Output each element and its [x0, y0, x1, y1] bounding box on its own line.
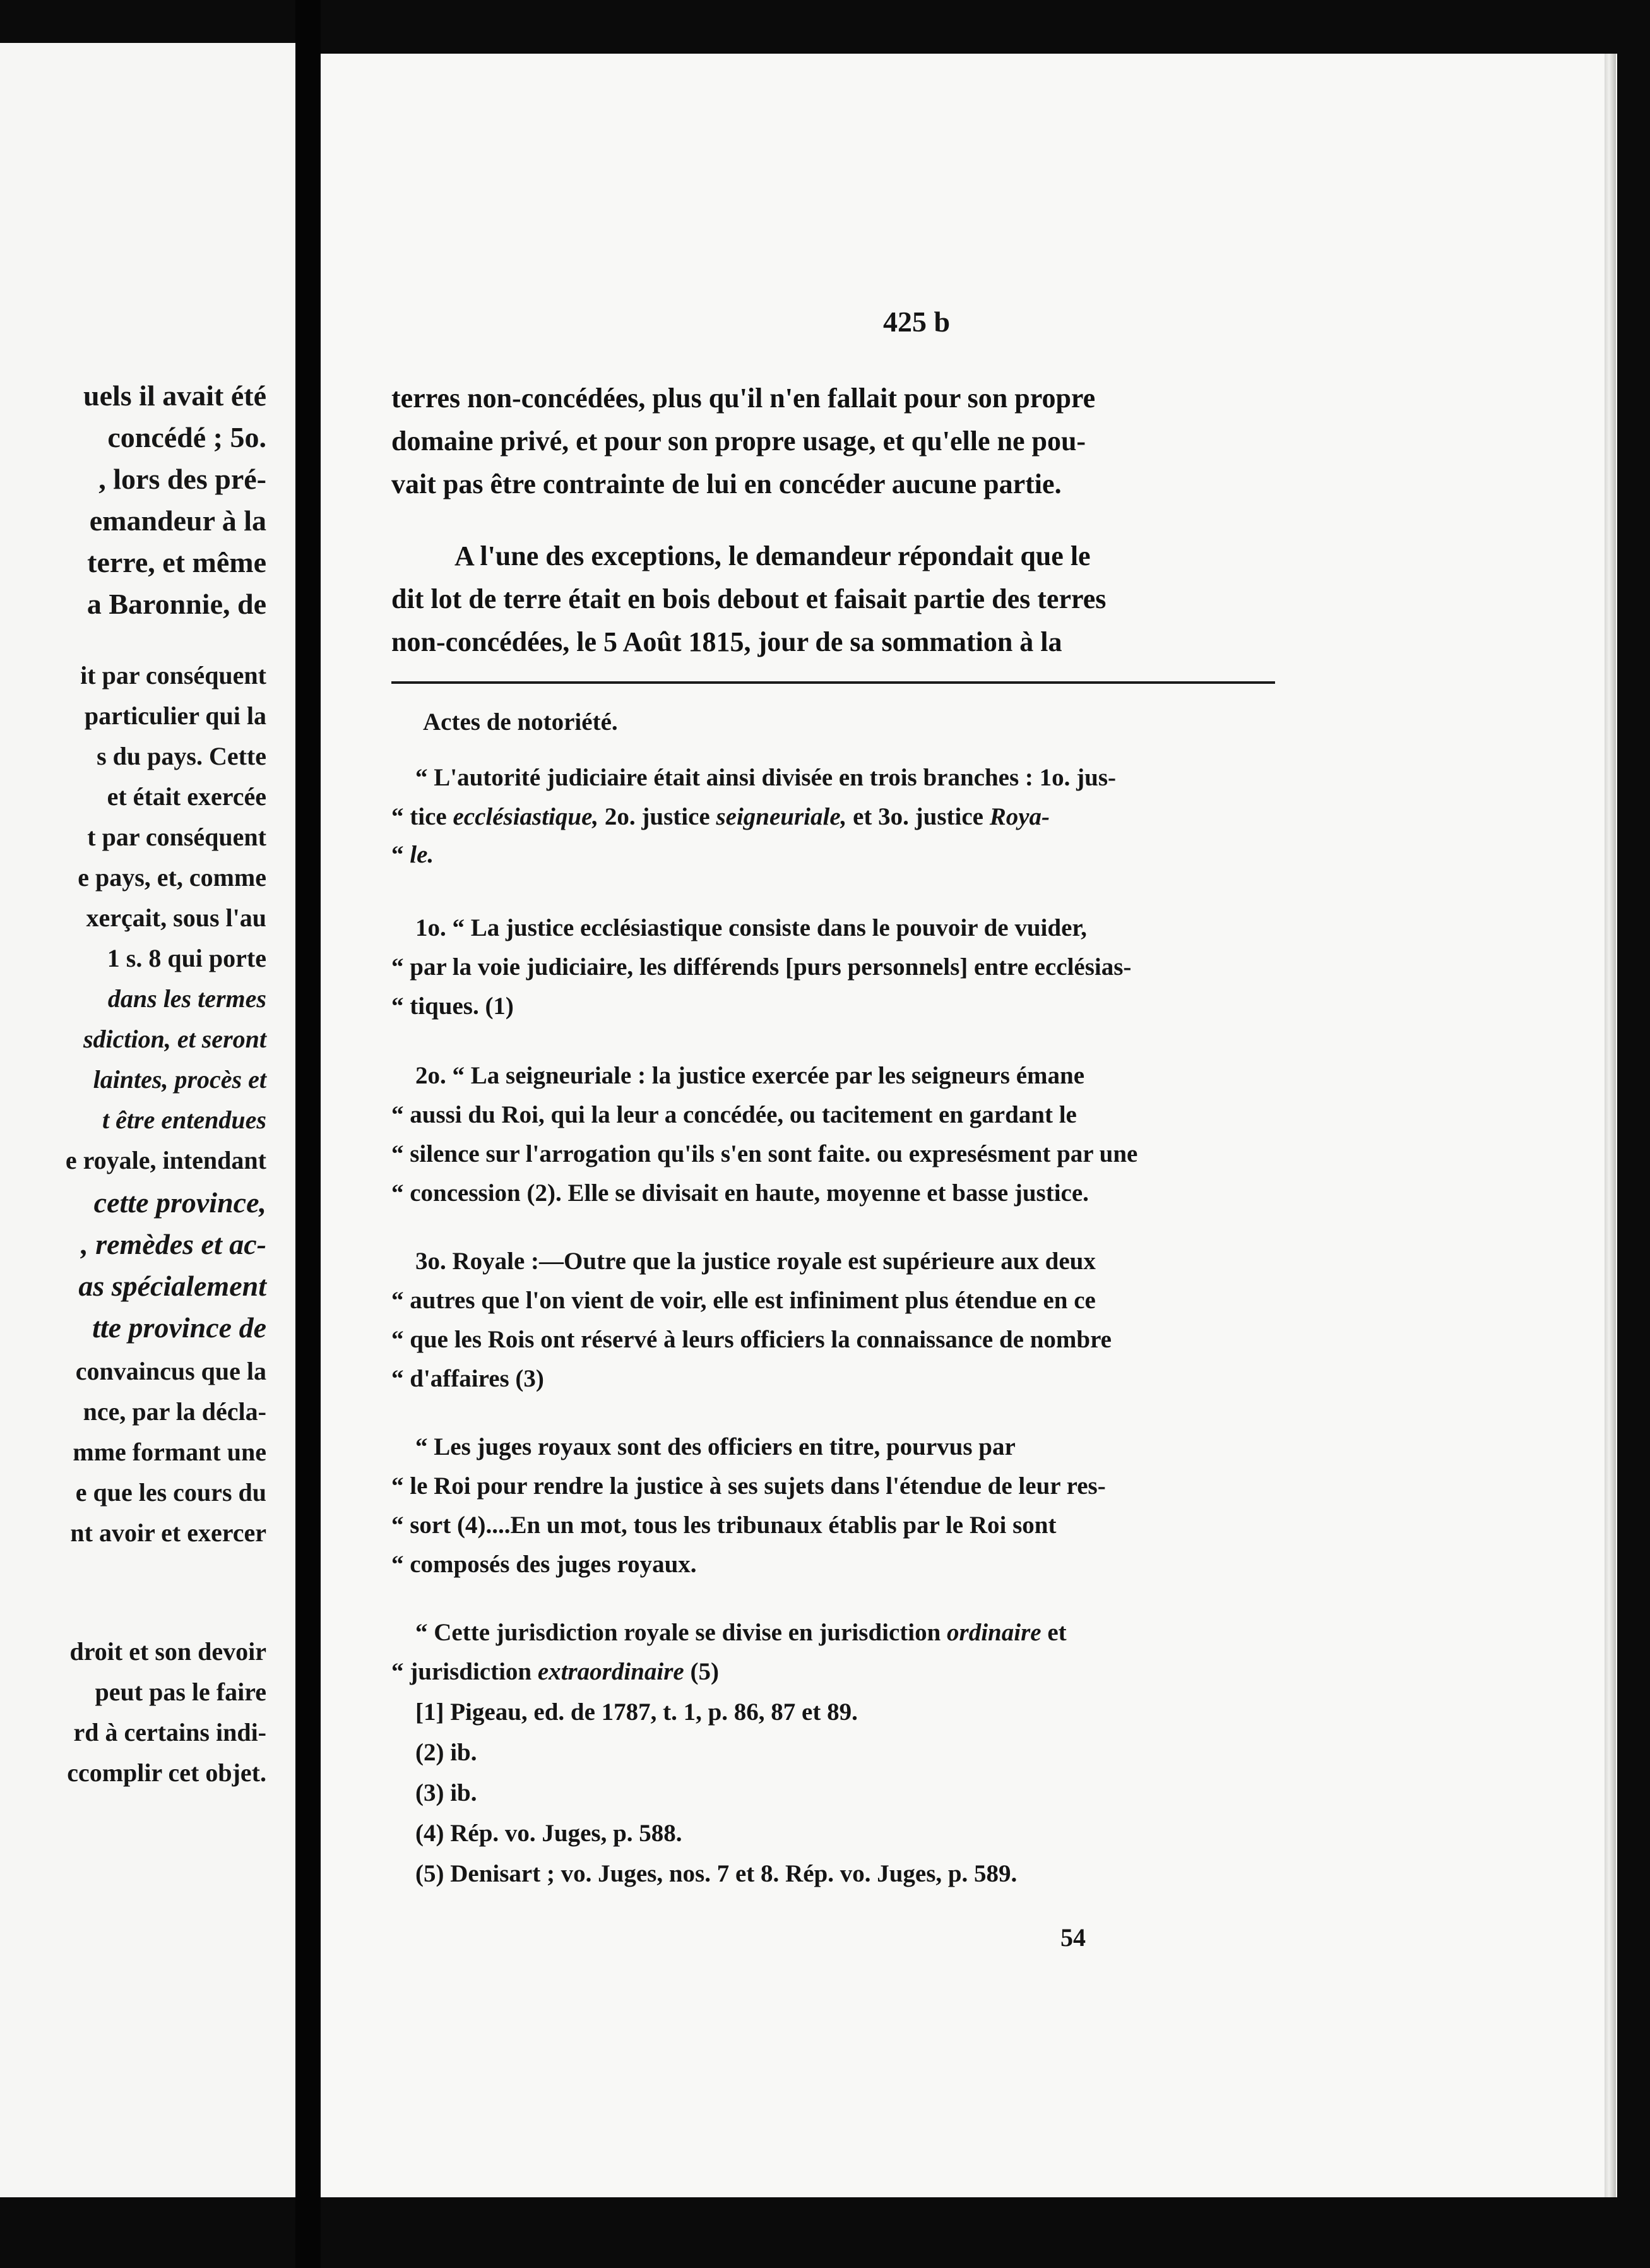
note-line: “ Les juges royaux sont des officiers en titre, pourvus par: [415, 1433, 1016, 1460]
left-line: convaincus que la: [75, 1357, 266, 1385]
note-text: 2o. justice: [598, 803, 716, 830]
body-line: A l'une des exceptions, le demandeur répondait que le: [454, 540, 1091, 571]
left-line: particulier qui la: [84, 701, 266, 730]
note-text: (5): [684, 1658, 719, 1685]
left-line: xerçait, sous l'au: [86, 904, 266, 932]
note-text: “ jurisdiction: [391, 1658, 538, 1685]
note-italic: Roya-: [989, 803, 1050, 830]
left-line: peut pas le faire: [95, 1678, 266, 1706]
reference-line: [1] Pigeau, ed. de 1787, t. 1, p. 86, 87 et 89.: [415, 1698, 858, 1726]
note-line: “ sort (4)....En un mot, tous les tribunaux établis par le Roi sont: [391, 1512, 1057, 1539]
left-page-fragment: [0, 43, 295, 2197]
note-line: “ d'affaires (3): [391, 1365, 544, 1392]
note-text: et 3o. justice: [846, 803, 990, 830]
page-number: 425 b: [882, 306, 951, 338]
left-line: concédé ; 5o.: [107, 421, 266, 453]
left-line: e royale, intendant: [65, 1146, 266, 1174]
left-line: as spécialement: [78, 1270, 266, 1302]
left-line: dans les termes: [107, 984, 266, 1013]
left-line: e pays, et, comme: [78, 863, 266, 892]
left-line: laintes, procès et: [93, 1065, 266, 1094]
left-line: ccomplir cet objet.: [67, 1758, 266, 1787]
left-line: t être entendues: [102, 1106, 266, 1134]
left-line: emandeur à la: [89, 504, 266, 537]
note-italic: seigneuriale,: [716, 803, 847, 830]
note-text: “ Cette jurisdiction royale se divise en jurisdiction: [415, 1619, 947, 1646]
left-line: nt avoir et exercer: [70, 1519, 266, 1547]
left-line: nce, par la décla-: [83, 1397, 266, 1426]
body-line: domaine privé, et pour son propre usage, et qu'elle ne pou-: [391, 426, 1086, 457]
left-line: sdiction, et seront: [83, 1025, 266, 1053]
note-line: “ le Roi pour rendre la justice à ses sujets dans l'étendue de leur res-: [391, 1472, 1106, 1500]
left-line: droit et son devoir: [69, 1637, 266, 1666]
left-line: s du pays. Cette: [97, 742, 266, 770]
note-line: 1o. “ La justice ecclésiastique consiste dans le pouvoir de vuider,: [415, 914, 1087, 941]
notes-heading: Actes de notoriété.: [423, 708, 618, 736]
reference-line: (5) Denisart ; vo. Juges, nos. 7 et 8. Rép. vo. Juges, p. 589.: [415, 1860, 1018, 1887]
footnote-rule: [391, 681, 1275, 684]
left-line: a Baronnie, de: [86, 588, 266, 620]
note-line: [415, 1618, 1299, 1647]
left-line: terre, et même: [87, 546, 266, 578]
left-line: , remèdes et ac-: [81, 1228, 266, 1260]
note-text: et: [1041, 1619, 1067, 1646]
note-line: [391, 1657, 1275, 1686]
body-line: terres non-concédées, plus qu'il n'en fallait pour son propre: [391, 383, 1096, 414]
note-line: [391, 840, 1275, 869]
note-line: “ que les Rois ont réservé à leurs officiers la connaissance de nombre: [391, 1326, 1112, 1353]
note-line: “ L'autorité judiciaire était ainsi divisée en trois branches : 1o. jus-: [415, 764, 1116, 791]
left-line: e que les cours du: [75, 1478, 266, 1507]
note-text: “: [391, 841, 410, 868]
note-line: “ tiques. (1): [391, 993, 514, 1020]
reference-line: (3) ib.: [415, 1779, 477, 1806]
left-line: t par conséquent: [87, 823, 266, 851]
note-italic: ecclésiastique,: [453, 803, 599, 830]
left-line: 1 s. 8 qui porte: [107, 944, 266, 972]
book-gutter: [295, 0, 321, 2268]
note-line: “ aussi du Roi, qui la leur a concédée, ou tacitement en gardant le: [391, 1101, 1077, 1128]
left-line: rd à certains indi-: [73, 1718, 266, 1746]
left-line: , lors des pré-: [98, 463, 266, 495]
note-line: “ concession (2). Elle se divisait en haute, moyenne et basse justice.: [391, 1179, 1089, 1207]
note-line: “ silence sur l'arrogation qu'ils s'en sont faite. ou expresésment par une: [391, 1140, 1138, 1167]
note-italic: le.: [410, 841, 434, 868]
note-line: “ composés des juges royaux.: [391, 1551, 697, 1578]
right-page: [321, 54, 1617, 2197]
left-line: cette province,: [93, 1186, 266, 1219]
body-line: vait pas être contrainte de lui en concéder aucune partie.: [391, 469, 1062, 499]
left-line: et était exercée: [107, 782, 266, 811]
body-line: dit lot de terre était en bois debout et faisait partie des terres: [391, 583, 1107, 614]
left-line: it par conséquent: [80, 661, 266, 689]
left-line: uels il avait été: [83, 379, 266, 412]
note-line: [391, 803, 1275, 831]
note-line: “ par la voie judiciaire, les différends [purs personnels] entre ecclésias-: [391, 953, 1132, 981]
note-text: “ tice: [391, 803, 453, 830]
note-italic: ordinaire: [947, 1619, 1042, 1646]
signature-mark: 54: [1060, 1923, 1086, 1952]
body-line: non-concédées, le 5 Août 1815, jour de sa sommation à la: [391, 626, 1062, 657]
left-line: mme formant une: [73, 1438, 266, 1466]
page-edge: [1605, 54, 1616, 2197]
reference-line: (2) ib.: [415, 1739, 477, 1766]
note-line: 2o. “ La seigneuriale : la justice exercée par les seigneurs émane: [415, 1062, 1085, 1089]
note-line: 3o. Royale :—Outre que la justice royale est supérieure aux deux: [415, 1248, 1096, 1275]
note-line: “ autres que l'on vient de voir, elle est infiniment plus étendue en ce: [391, 1287, 1096, 1314]
left-line: tte province de: [92, 1311, 266, 1344]
note-italic: extraordinaire: [537, 1658, 684, 1685]
reference-line: (4) Rép. vo. Juges, p. 588.: [415, 1820, 682, 1847]
